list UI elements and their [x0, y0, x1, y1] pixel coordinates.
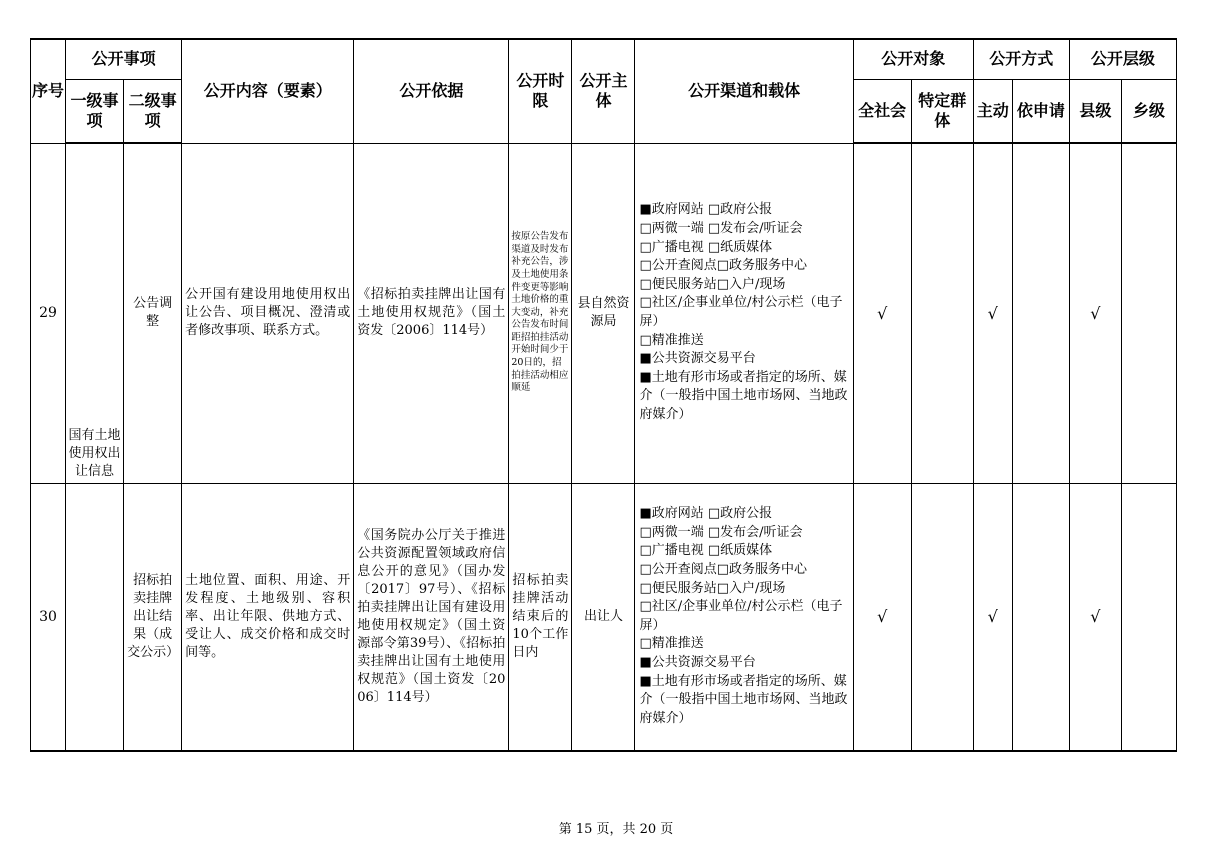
header-method-active: 主动 — [973, 79, 1012, 143]
table-row — [31, 143, 1177, 483]
level1-item-continued — [66, 483, 124, 751]
row-level-town — [1121, 143, 1176, 483]
row-seq: 29 — [31, 143, 66, 483]
header-target-all: 全社会 — [853, 79, 911, 143]
row-method-active: √ — [973, 483, 1012, 751]
page-footer: 第 15 页，共 20 页 — [558, 822, 674, 837]
header-content: 公开内容（要素） — [182, 39, 354, 143]
header-channel: 公开渠道和载体 — [635, 39, 853, 143]
header-method-group: 公开方式 — [973, 39, 1069, 79]
header-level-town: 乡级 — [1121, 79, 1176, 143]
row-seq: 30 — [31, 483, 66, 751]
disclosure-table — [30, 38, 1177, 752]
row-level-county: √ — [1069, 143, 1121, 483]
header-level1: 一级事项 — [66, 79, 124, 143]
table-row — [31, 483, 1177, 751]
header-items-group: 公开事项 — [66, 39, 182, 79]
row-subject: 出让人 — [572, 483, 635, 751]
header-basis: 公开依据 — [354, 39, 509, 143]
row-method-active: √ — [973, 143, 1012, 483]
row-time-limit: 按原公告发布渠道及时发布补充公告，涉及土地使用条件变更等影响土地价格的重大变动，补充公告发布时间距招拍挂活动开始时间少于20日的，招拍挂活动相应顺延 — [509, 143, 572, 483]
row-method-request — [1012, 143, 1069, 483]
row-time-limit: 招标拍卖挂牌活动结束后的10个工作日内 — [509, 483, 572, 751]
header-target-specific: 特定群体 — [911, 79, 973, 143]
header-level2: 二级事项 — [124, 79, 182, 143]
header-subject: 公开主体 — [572, 39, 635, 143]
row-target-specific — [911, 143, 973, 483]
row-content: 土地位置、面积、用途、开发程度、土地级别、容积率、出让年限、供地方式、受让人、成交价格和成交时间等。 — [182, 483, 354, 751]
row-target-all: √ — [853, 143, 911, 483]
row-method-request — [1012, 483, 1069, 751]
header-seq: 序号 — [31, 39, 66, 143]
row-level-county: √ — [1069, 483, 1121, 751]
row-content: 公开国有建设用地使用权出让公告、项目概况、澄清或者修改事项、联系方式。 — [182, 143, 354, 483]
header-method-request: 依申请 — [1012, 79, 1069, 143]
level1-item: 国有土地使用权出让信息 — [68, 427, 121, 479]
header-time-limit: 公开时限 — [509, 39, 572, 143]
row-channels: ■政府网站 □政府公报 □两微一端 □发布会/听证会 □广播电视 □纸质媒体 □公开查阅点□政务服务中心 □便民服务站□入户/现场 □社区/企事业单位/村公示栏（电子屏） □精准推送 ■公共资源交易平台 ■土地有形市场或者指定的场所、媒介（一般指中国土地市场网、当地政府媒介） — [635, 143, 853, 483]
row-basis: 《国务院办公厅关于推进公共资源配置领域政府信息公开的意见》（国办发〔2017〕97号）、《招标拍卖挂牌出让国有建设用地使用权规定》（国土资源部令第39号）、《招标拍卖挂牌出让国有土地使用权规范》（国土资发〔2006〕114号） — [354, 483, 509, 751]
header-level-group: 公开层级 — [1069, 39, 1176, 79]
row-level2: 公告调整 — [124, 143, 182, 483]
row-level-town — [1121, 483, 1176, 751]
row-channels: ■政府网站 □政府公报 □两微一端 □发布会/听证会 □广播电视 □纸质媒体 □公开查阅点□政务服务中心 □便民服务站□入户/现场 □社区/企事业单位/村公示栏（电子屏） □精准推送 ■公共资源交易平台 ■土地有形市场或者指定的场所、媒介（一般指中国土地市场网、当地政府媒介） — [635, 483, 853, 751]
row-target-specific — [911, 483, 973, 751]
header-target-group: 公开对象 — [853, 39, 973, 79]
row-target-all: √ — [853, 483, 911, 751]
row-basis: 《招标拍卖挂牌出让国有土地使用权规范》（国土资发〔2006〕114号） — [354, 143, 509, 483]
header-level-county: 县级 — [1069, 79, 1121, 143]
row-subject: 县自然资源局 — [572, 143, 635, 483]
row-level2: 招标拍卖挂牌出让结果（成交公示） — [124, 483, 182, 751]
level1-item-cell — [66, 143, 124, 483]
